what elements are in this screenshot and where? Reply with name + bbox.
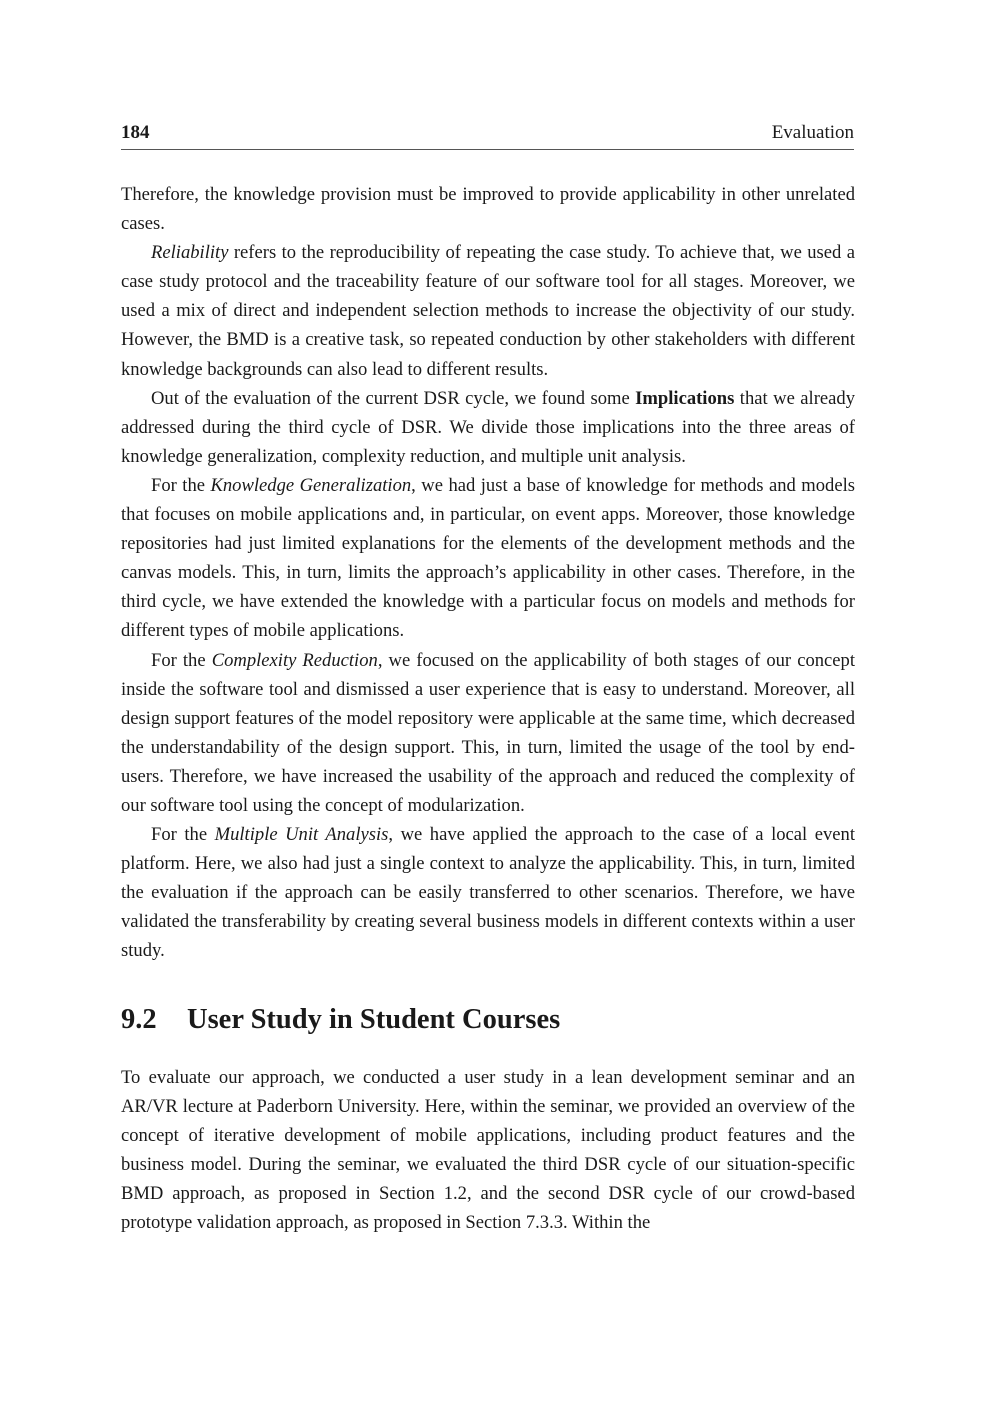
paragraph-text: , we had just a base of knowledge for methods and models that focuses on mobile applications and, in particular, on event apps. Moreover, those knowledge repositories had just limited explanations for the elements of the development methods and the canvas models. This, in turn, limits the approach’s applicability in other cases. Therefore, in the third cycle, we have extended the knowledge with a particular focus on models and methods for different types of mobile applications.	[121, 474, 855, 642]
paragraph-implications	[121, 384, 855, 471]
paragraph: Therefore, the knowledge provision must be improved to provide applicability in other unrelated cases.	[121, 184, 855, 235]
section-number: 9.2	[121, 1004, 157, 1035]
paragraph: To evaluate our approach, we conducted a user study in a lean development seminar and an AR/VR lecture at Paderborn University. Here, within the seminar, we provided an overview of the concept of iterative development of mobile applications, including product features and the business model. During the seminar, we evaluated the third DSR cycle of our situation-specific BMD approach, as proposed in Section 1.2, and the second DSR cycle of our crowd-based prototype validation approach, as proposed in Section 7.3.3. Within the	[121, 1067, 855, 1234]
section-title: User Study in Student Courses	[187, 1004, 561, 1035]
paragraph-text: refers to the reproducibility of repeating the case study. To achieve that, we used a case study protocol and the traceability feature of our software tool for all stages. Moreover, we used a mix of direct and independent selection methods to increase the objectivity of our study. However, the BMD is a creative task, so repeated conduction by other stakeholders with different knowledge backgrounds can also lead to different results.	[121, 242, 855, 380]
body-text	[121, 180, 855, 966]
paragraph-text: that we already addressed during the third cycle of DSR. We divide those implications into the three areas of knowledge generalization, complexity reduction, and multiple unit analysis.	[121, 387, 855, 467]
term-multiple-unit-analysis: Multiple Unit Analysis	[214, 824, 389, 846]
running-header	[121, 121, 854, 150]
term-complexity-reduction: Complexity Reduction	[211, 649, 378, 671]
paragraph-reliability	[121, 238, 855, 383]
section-body-text	[121, 1063, 855, 1238]
paragraph-text: For the	[151, 474, 211, 496]
paragraph-text: For the	[151, 649, 212, 671]
paragraph-text: , we have applied the approach to the case of a local event platform. Here, we also had just a single context to analyze the applicability. This, in turn, limited the evaluation if the approach can be easily transferred to other scenarios. Therefore, we have validated the transferability by creating several business models in different contexts within a user study.	[121, 824, 856, 962]
paragraph-knowledge-generalization	[121, 471, 855, 646]
paragraph-text: For the	[151, 824, 215, 846]
paragraph-text: , we focused on the applicability of both stages of our concept inside the software tool and dismissed a user experience that is easy to understand. Moreover, all design support features of the model repository were applicable at the same time, which decreased the understandability of the design support. This, in turn, limited the usage of the tool by end-users. Therefore, we have increased the usability of the approach and reduced the complexity of our software tool using the concept of modularization.	[121, 649, 856, 816]
term-reliability: Reliability	[151, 242, 229, 264]
section-heading	[121, 1004, 855, 1036]
running-title: Evaluation	[771, 122, 854, 143]
paragraph-multiple-unit-analysis	[121, 820, 855, 965]
paragraph-complexity-reduction	[121, 646, 855, 821]
page-number: 184	[121, 122, 150, 143]
term-knowledge-generalization: Knowledge Generalization	[210, 474, 412, 496]
term-implications: Implications	[635, 387, 735, 409]
paragraph-text: Out of the evaluation of the current DSR cycle, we found some	[151, 387, 636, 409]
